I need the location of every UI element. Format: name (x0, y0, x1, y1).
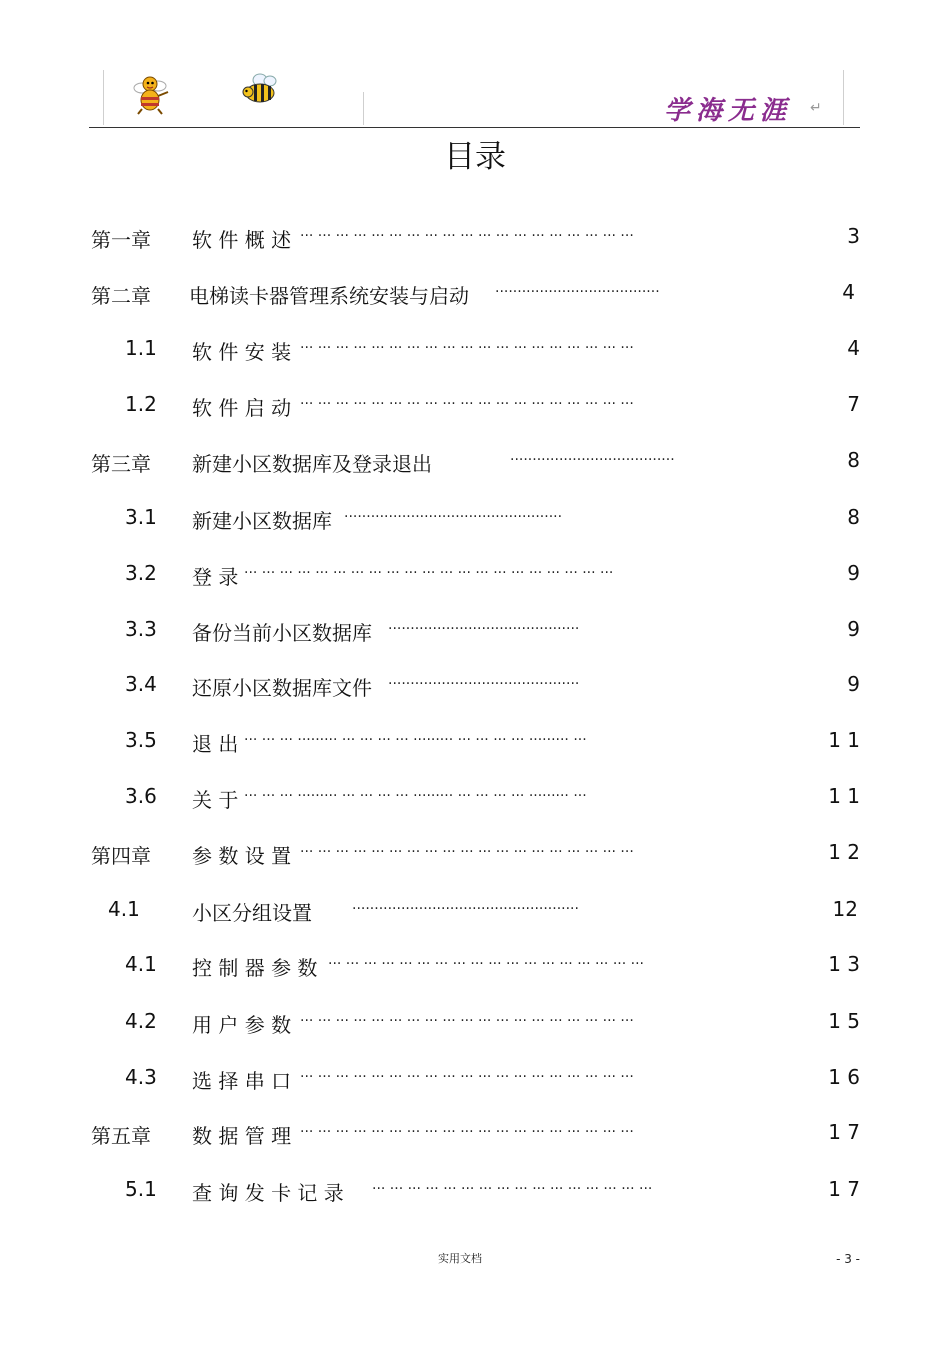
toc-entry-title: 还原小区数据库文件 (192, 676, 372, 700)
toc-page-number: 1 7 (828, 1120, 860, 1144)
toc-page-number: 9 (847, 561, 860, 585)
toc-page-number: 1 7 (828, 1177, 860, 1201)
toc-entry[interactable] (0, 505, 950, 535)
toc-dot-leader: ··· ··· ··· ··· ··· ··· ··· ··· ··· ··· ··· ··· ··· ··· ··· ··· ··· ··· ··· (300, 844, 634, 860)
toc-dot-leader: ··· ··· ··· ··· ··· ··· ··· ··· ··· ··· ··· ··· ··· ··· ··· ··· ··· ··· ··· (300, 1124, 634, 1140)
toc-page-number: 1 3 (828, 952, 860, 976)
toc-entry-number: 4.1 (108, 897, 140, 921)
return-mark-icon: ↵ (810, 100, 822, 116)
header-divider-left (103, 70, 104, 125)
toc-entry[interactable] (0, 672, 950, 702)
toc-dot-leader: ··· ··· ··· ··· ··· ··· ··· ··· ··· ··· ··· ··· ··· ··· ··· ··· ··· ··· (328, 956, 644, 972)
toc-entry-title: 软 件 概 述 (192, 228, 292, 252)
footer-page-number: - 3 - (836, 1252, 860, 1266)
toc-dot-leader: ··· ··· ··· ··· ··· ··· ··· ··· ··· ··· ··· ··· ··· ··· ··· ··· ··· ··· ··· (300, 1069, 634, 1085)
toc-entry[interactable] (0, 336, 950, 366)
toc-entry[interactable] (0, 952, 950, 982)
toc-entry[interactable] (0, 1009, 950, 1039)
toc-entry[interactable] (0, 448, 950, 478)
toc-entry-number: 4.3 (125, 1065, 157, 1089)
toc-page-number: 12 (832, 897, 858, 921)
toc-page-number: 3 (847, 224, 860, 248)
toc-entry-number: 4.1 (125, 952, 157, 976)
toc-entry[interactable] (0, 897, 950, 927)
toc-dot-leader: ····································· (495, 284, 660, 300)
toc-dot-leader: ··· ··· ··· ··· ··· ··· ··· ··· ··· ··· ··· ··· ··· ··· ··· ··· ··· ··· ··· (300, 396, 634, 412)
toc-entry-number: 3.3 (125, 617, 157, 641)
toc-page-number: 1 1 (828, 784, 860, 808)
toc-entry-number: 第三章 (91, 452, 151, 476)
toc-dot-leader: ··· ··· ··· ··· ··· ··· ··· ··· ··· ··· ··· ··· ··· ··· ··· ··· ··· ··· ··· ··· ··· (244, 565, 614, 581)
toc-page-number: 8 (847, 505, 860, 529)
toc-entry-title: 登 录 (192, 565, 239, 589)
toc-dot-leader: ··· ··· ··· ··· ··· ··· ··· ··· ··· ··· ··· ··· ··· ··· ··· ··· ··· ··· ··· (300, 340, 634, 356)
toc-entry-title: 新建小区数据库 (192, 509, 332, 533)
toc-dot-leader: ··········································· (388, 621, 580, 637)
toc-entry-number: 4.2 (125, 1009, 157, 1033)
toc-entry-title: 退 出 (192, 732, 239, 756)
toc-entry-title: 备份当前小区数据库 (192, 621, 372, 645)
toc-entry-number: 第二章 (91, 284, 151, 308)
toc-page-number: 8 (847, 448, 860, 472)
toc-entry[interactable] (0, 392, 950, 422)
small-bee-icon (238, 72, 280, 106)
toc-entry[interactable] (0, 840, 950, 870)
header-rule (89, 127, 860, 128)
toc-dot-leader: ····································· (510, 452, 675, 468)
toc-entry-title: 选 择 串 口 (192, 1069, 292, 1093)
toc-entry-number: 第四章 (91, 844, 151, 868)
toc-entry-number: 1.2 (125, 392, 157, 416)
toc-entry[interactable] (0, 1120, 950, 1150)
toc-page-number: 4 (847, 336, 860, 360)
toc-entry-number: 第一章 (91, 228, 151, 252)
toc-entry-title: 电梯读卡器管理系统安装与启动 (189, 284, 469, 308)
toc-entry[interactable] (0, 784, 950, 814)
cartoon-bee-icon (128, 70, 174, 116)
toc-entry-title: 软 件 启 动 (192, 396, 292, 420)
toc-entry[interactable] (0, 224, 950, 254)
toc-entry-number: 3.6 (125, 784, 157, 808)
toc-dot-leader: ··················································· (352, 901, 579, 917)
page-title: 目录 (444, 139, 506, 175)
toc-entry-number: 3.4 (125, 672, 157, 696)
header-divider-right (843, 70, 844, 125)
toc-dot-leader: ··········································· (388, 676, 580, 692)
header-motto: 学海无涯 (664, 96, 793, 126)
toc-entry[interactable] (0, 728, 950, 758)
toc-entry-title: 软 件 安 装 (192, 340, 292, 364)
toc-entry-number: 3.5 (125, 728, 157, 752)
toc-entry[interactable] (0, 280, 950, 310)
toc-page-number: 1 2 (828, 840, 860, 864)
toc-page-number: 1 6 (828, 1065, 860, 1089)
footer-text: 实用文档 (438, 1252, 482, 1265)
toc-page-number: 4 (842, 280, 855, 304)
toc-entry-number: 3.1 (125, 505, 157, 529)
toc-entry-title: 用 户 参 数 (192, 1013, 292, 1037)
toc-entry[interactable] (0, 1177, 950, 1207)
toc-page-number: 9 (847, 617, 860, 641)
toc-page-number: 9 (847, 672, 860, 696)
toc-dot-leader: ··· ··· ··· ········· ··· ··· ··· ··· ········· ··· ··· ··· ··· ········· ··· (244, 788, 587, 804)
toc-entry[interactable] (0, 1065, 950, 1095)
toc-entry-title: 新建小区数据库及登录退出 (192, 452, 432, 476)
toc-dot-leader: ··· ··· ··· ··· ··· ··· ··· ··· ··· ··· ··· ··· ··· ··· ··· ··· ··· ··· ··· (300, 228, 634, 244)
toc-entry-title: 关 于 (192, 788, 239, 812)
toc-dot-leader: ··· ··· ··· ··· ··· ··· ··· ··· ··· ··· ··· ··· ··· ··· ··· ··· ··· ··· ··· (300, 1013, 634, 1029)
toc-entry[interactable] (0, 617, 950, 647)
toc-page-number: 1 5 (828, 1009, 860, 1033)
toc-entry-title: 查 询 发 卡 记 录 (192, 1181, 344, 1205)
toc-entry-number: 5.1 (125, 1177, 157, 1201)
toc-entry-number: 第五章 (91, 1124, 151, 1148)
toc-dot-leader: ··· ··· ··· ··· ··· ··· ··· ··· ··· ··· ··· ··· ··· ··· ··· ··· (372, 1181, 653, 1197)
toc-entry-title: 数 据 管 理 (192, 1124, 292, 1148)
toc-entry-title: 控 制 器 参 数 (192, 956, 318, 980)
toc-page-number: 7 (847, 392, 860, 416)
toc-dot-leader: ················································· (344, 509, 563, 525)
header-divider-middle (363, 92, 364, 125)
toc-entry-number: 3.2 (125, 561, 157, 585)
toc-page-number: 1 1 (828, 728, 860, 752)
toc-entry-title: 参 数 设 置 (192, 844, 292, 868)
toc-entry-title: 小区分组设置 (192, 901, 312, 925)
toc-entry[interactable] (0, 561, 950, 591)
toc-entry-number: 1.1 (125, 336, 157, 360)
toc-dot-leader: ··· ··· ··· ········· ··· ··· ··· ··· ········· ··· ··· ··· ··· ········· ··· (244, 732, 587, 748)
